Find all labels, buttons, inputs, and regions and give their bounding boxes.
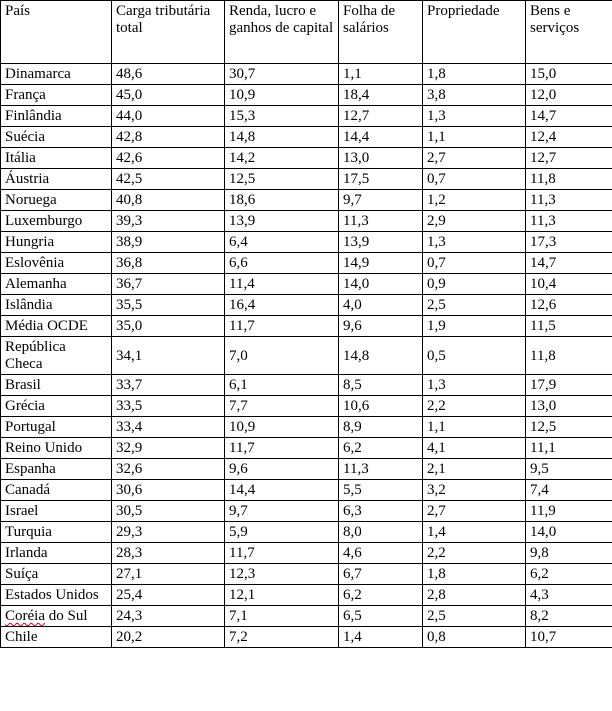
value-cell-total-burden: 38,9 xyxy=(112,232,225,253)
value-cell-goods-services: 11,3 xyxy=(526,190,612,211)
value-cell-payroll: 1,4 xyxy=(339,627,423,648)
value-cell-total-burden: 25,4 xyxy=(112,585,225,606)
value-cell-income-profit: 9,6 xyxy=(225,459,339,480)
value-cell-goods-services: 9,5 xyxy=(526,459,612,480)
value-cell-payroll: 10,6 xyxy=(339,396,423,417)
country-name: Áustria xyxy=(5,171,50,187)
value-cell-payroll: 13,9 xyxy=(339,232,423,253)
value-cell-income-profit: 14,2 xyxy=(225,148,339,169)
value-cell-goods-services: 11,1 xyxy=(526,438,612,459)
value-cell-property: 1,1 xyxy=(423,417,526,438)
country-cell xyxy=(1,543,112,564)
value-cell-goods-services: 12,6 xyxy=(526,295,612,316)
country-cell xyxy=(1,106,112,127)
value-cell-income-profit: 14,4 xyxy=(225,480,339,501)
country-name: Israel xyxy=(5,503,39,519)
value-cell-goods-services: 12,4 xyxy=(526,127,612,148)
value-cell-income-profit: 11,4 xyxy=(225,274,339,295)
country-cell xyxy=(1,375,112,396)
value-cell-property: 1,4 xyxy=(423,522,526,543)
value-cell-income-profit: 13,9 xyxy=(225,211,339,232)
value-cell-income-profit: 15,3 xyxy=(225,106,339,127)
value-cell-income-profit: 14,8 xyxy=(225,127,339,148)
value-cell-total-burden: 42,8 xyxy=(112,127,225,148)
table-row xyxy=(1,417,612,438)
table-row xyxy=(1,127,612,148)
table-row xyxy=(1,253,612,274)
value-cell-payroll: 17,5 xyxy=(339,169,423,190)
country-name: Alemanha xyxy=(5,276,67,292)
country-cell xyxy=(1,564,112,585)
header-cell-property: Propriedade xyxy=(423,1,526,64)
country-name: França xyxy=(5,87,46,103)
table-row xyxy=(1,606,612,627)
header-row xyxy=(1,1,612,64)
value-cell-payroll: 8,0 xyxy=(339,522,423,543)
value-cell-payroll: 18,4 xyxy=(339,85,423,106)
value-cell-property: 3,2 xyxy=(423,480,526,501)
value-cell-payroll: 13,0 xyxy=(339,148,423,169)
value-cell-goods-services: 6,2 xyxy=(526,564,612,585)
value-cell-property: 2,5 xyxy=(423,295,526,316)
country-cell xyxy=(1,501,112,522)
country-cell xyxy=(1,522,112,543)
table-row xyxy=(1,627,612,648)
value-cell-income-profit: 7,0 xyxy=(225,337,339,375)
value-cell-property: 1,1 xyxy=(423,127,526,148)
value-cell-property: 1,2 xyxy=(423,190,526,211)
value-cell-property: 2,2 xyxy=(423,543,526,564)
value-cell-payroll: 6,3 xyxy=(339,501,423,522)
value-cell-goods-services: 10,4 xyxy=(526,274,612,295)
table-row xyxy=(1,585,612,606)
value-cell-total-burden: 39,3 xyxy=(112,211,225,232)
value-cell-income-profit: 16,4 xyxy=(225,295,339,316)
country-name: Finlândia xyxy=(5,108,62,124)
header-cell-payroll: Folha de salários xyxy=(339,1,423,64)
value-cell-income-profit: 7,1 xyxy=(225,606,339,627)
value-cell-property: 0,5 xyxy=(423,337,526,375)
value-cell-property: 1,3 xyxy=(423,232,526,253)
table-row xyxy=(1,232,612,253)
country-name: Coréia do Sul xyxy=(5,608,88,624)
value-cell-goods-services: 9,8 xyxy=(526,543,612,564)
value-cell-goods-services: 14,7 xyxy=(526,253,612,274)
country-name: Hungria xyxy=(5,234,55,250)
value-cell-property: 2,8 xyxy=(423,585,526,606)
value-cell-goods-services: 14,7 xyxy=(526,106,612,127)
country-cell xyxy=(1,64,112,85)
country-name: Grécia xyxy=(5,398,45,414)
value-cell-payroll: 14,9 xyxy=(339,253,423,274)
header-cell-goods-services: Bens e serviços xyxy=(526,1,612,64)
table-row xyxy=(1,459,612,480)
country-cell xyxy=(1,606,112,627)
country-cell xyxy=(1,459,112,480)
country-name: Luxemburgo xyxy=(5,213,83,229)
header-cell-country: País xyxy=(1,1,112,64)
value-cell-income-profit: 5,9 xyxy=(225,522,339,543)
value-cell-total-burden: 33,4 xyxy=(112,417,225,438)
country-cell xyxy=(1,253,112,274)
table-row xyxy=(1,480,612,501)
value-cell-payroll: 14,4 xyxy=(339,127,423,148)
header-cell-total-burden: Carga tributária total xyxy=(112,1,225,64)
value-cell-property: 2,2 xyxy=(423,396,526,417)
value-cell-payroll: 14,8 xyxy=(339,337,423,375)
value-cell-goods-services: 15,0 xyxy=(526,64,612,85)
country-name: Dinamarca xyxy=(5,66,71,82)
value-cell-goods-services: 12,7 xyxy=(526,148,612,169)
value-cell-payroll: 4,0 xyxy=(339,295,423,316)
value-cell-property: 1,3 xyxy=(423,375,526,396)
value-cell-total-burden: 30,6 xyxy=(112,480,225,501)
value-cell-goods-services: 13,0 xyxy=(526,396,612,417)
value-cell-property: 1,9 xyxy=(423,316,526,337)
country-name: Reino Unido xyxy=(5,440,83,456)
value-cell-total-burden: 36,8 xyxy=(112,253,225,274)
country-cell xyxy=(1,417,112,438)
country-cell xyxy=(1,85,112,106)
country-name: Turquia xyxy=(5,524,52,540)
table-row xyxy=(1,274,612,295)
value-cell-total-burden: 32,6 xyxy=(112,459,225,480)
value-cell-total-burden: 33,5 xyxy=(112,396,225,417)
value-cell-goods-services: 12,5 xyxy=(526,417,612,438)
value-cell-payroll: 8,9 xyxy=(339,417,423,438)
country-name: Portugal xyxy=(5,419,56,435)
value-cell-payroll: 9,6 xyxy=(339,316,423,337)
value-cell-income-profit: 30,7 xyxy=(225,64,339,85)
value-cell-total-burden: 27,1 xyxy=(112,564,225,585)
header-cell-income-profit: Renda, lucro e ganhos de capital xyxy=(225,1,339,64)
table-row xyxy=(1,169,612,190)
country-cell xyxy=(1,337,112,375)
value-cell-income-profit: 12,1 xyxy=(225,585,339,606)
value-cell-property: 3,8 xyxy=(423,85,526,106)
value-cell-total-burden: 20,2 xyxy=(112,627,225,648)
value-cell-total-burden: 30,5 xyxy=(112,501,225,522)
value-cell-property: 4,1 xyxy=(423,438,526,459)
value-cell-total-burden: 29,3 xyxy=(112,522,225,543)
value-cell-income-profit: 6,6 xyxy=(225,253,339,274)
value-cell-payroll: 8,5 xyxy=(339,375,423,396)
value-cell-income-profit: 12,5 xyxy=(225,169,339,190)
value-cell-property: 2,7 xyxy=(423,148,526,169)
value-cell-payroll: 5,5 xyxy=(339,480,423,501)
value-cell-income-profit: 6,1 xyxy=(225,375,339,396)
country-cell xyxy=(1,396,112,417)
value-cell-property: 0,8 xyxy=(423,627,526,648)
value-cell-income-profit: 11,7 xyxy=(225,438,339,459)
table-row xyxy=(1,106,612,127)
value-cell-payroll: 6,2 xyxy=(339,438,423,459)
value-cell-goods-services: 8,2 xyxy=(526,606,612,627)
country-name: Itália xyxy=(5,150,36,166)
spellcheck-flagged-word: Coréia xyxy=(5,608,45,624)
value-cell-goods-services: 17,3 xyxy=(526,232,612,253)
value-cell-payroll: 6,5 xyxy=(339,606,423,627)
value-cell-payroll: 4,6 xyxy=(339,543,423,564)
value-cell-income-profit: 11,7 xyxy=(225,316,339,337)
value-cell-total-burden: 35,5 xyxy=(112,295,225,316)
value-cell-total-burden: 45,0 xyxy=(112,85,225,106)
country-name: Canadá xyxy=(5,482,50,498)
value-cell-goods-services: 11,8 xyxy=(526,337,612,375)
value-cell-goods-services: 4,3 xyxy=(526,585,612,606)
value-cell-payroll: 6,2 xyxy=(339,585,423,606)
country-cell xyxy=(1,190,112,211)
value-cell-payroll: 9,7 xyxy=(339,190,423,211)
value-cell-payroll: 12,7 xyxy=(339,106,423,127)
country-cell xyxy=(1,274,112,295)
value-cell-income-profit: 10,9 xyxy=(225,85,339,106)
table-row xyxy=(1,337,612,375)
value-cell-income-profit: 10,9 xyxy=(225,417,339,438)
table-body xyxy=(1,64,612,648)
country-cell xyxy=(1,169,112,190)
table-row xyxy=(1,295,612,316)
country-name: Islândia xyxy=(5,297,53,313)
country-cell xyxy=(1,438,112,459)
value-cell-payroll: 6,7 xyxy=(339,564,423,585)
table-row xyxy=(1,85,612,106)
table-row xyxy=(1,190,612,211)
value-cell-payroll: 11,3 xyxy=(339,211,423,232)
value-cell-total-burden: 42,5 xyxy=(112,169,225,190)
table-row xyxy=(1,316,612,337)
value-cell-total-burden: 24,3 xyxy=(112,606,225,627)
value-cell-income-profit: 7,7 xyxy=(225,396,339,417)
value-cell-property: 2,7 xyxy=(423,501,526,522)
value-cell-income-profit: 7,2 xyxy=(225,627,339,648)
value-cell-total-burden: 40,8 xyxy=(112,190,225,211)
country-cell xyxy=(1,295,112,316)
country-cell xyxy=(1,480,112,501)
value-cell-goods-services: 10,7 xyxy=(526,627,612,648)
value-cell-goods-services: 11,9 xyxy=(526,501,612,522)
value-cell-total-burden: 35,0 xyxy=(112,316,225,337)
value-cell-income-profit: 12,3 xyxy=(225,564,339,585)
table-row xyxy=(1,501,612,522)
table-row xyxy=(1,211,612,232)
value-cell-total-burden: 36,7 xyxy=(112,274,225,295)
value-cell-income-profit: 18,6 xyxy=(225,190,339,211)
country-name: Irlanda xyxy=(5,545,48,561)
value-cell-goods-services: 11,5 xyxy=(526,316,612,337)
country-cell xyxy=(1,316,112,337)
value-cell-income-profit: 9,7 xyxy=(225,501,339,522)
value-cell-property: 0,7 xyxy=(423,169,526,190)
value-cell-income-profit: 11,7 xyxy=(225,543,339,564)
value-cell-property: 0,9 xyxy=(423,274,526,295)
value-cell-total-burden: 28,3 xyxy=(112,543,225,564)
table-row xyxy=(1,148,612,169)
country-name: Espanha xyxy=(5,461,56,477)
value-cell-goods-services: 12,0 xyxy=(526,85,612,106)
value-cell-total-burden: 34,1 xyxy=(112,337,225,375)
table-row xyxy=(1,64,612,85)
country-name: Noruega xyxy=(5,192,57,208)
value-cell-goods-services: 14,0 xyxy=(526,522,612,543)
country-cell xyxy=(1,585,112,606)
value-cell-total-burden: 48,6 xyxy=(112,64,225,85)
value-cell-property: 1,3 xyxy=(423,106,526,127)
country-cell xyxy=(1,211,112,232)
country-name: Média OCDE xyxy=(5,318,88,334)
country-name: República Checa xyxy=(5,339,66,372)
value-cell-property: 2,1 xyxy=(423,459,526,480)
country-cell xyxy=(1,148,112,169)
value-cell-property: 2,5 xyxy=(423,606,526,627)
value-cell-total-burden: 33,7 xyxy=(112,375,225,396)
table-row xyxy=(1,438,612,459)
country-name: Estados Unidos xyxy=(5,587,99,603)
value-cell-total-burden: 44,0 xyxy=(112,106,225,127)
country-name: Suíça xyxy=(5,566,39,582)
table-row xyxy=(1,375,612,396)
value-cell-payroll: 11,3 xyxy=(339,459,423,480)
country-name: Chile xyxy=(5,629,38,645)
table-row xyxy=(1,396,612,417)
value-cell-total-burden: 32,9 xyxy=(112,438,225,459)
value-cell-property: 0,7 xyxy=(423,253,526,274)
table-row xyxy=(1,564,612,585)
value-cell-goods-services: 11,8 xyxy=(526,169,612,190)
value-cell-total-burden: 42,6 xyxy=(112,148,225,169)
country-name: Eslovênia xyxy=(5,255,65,271)
value-cell-property: 1,8 xyxy=(423,564,526,585)
value-cell-income-profit: 6,4 xyxy=(225,232,339,253)
table-row xyxy=(1,522,612,543)
table-row xyxy=(1,543,612,564)
value-cell-property: 2,9 xyxy=(423,211,526,232)
value-cell-property: 1,8 xyxy=(423,64,526,85)
country-name: Brasil xyxy=(5,377,41,393)
country-cell xyxy=(1,127,112,148)
value-cell-goods-services: 17,9 xyxy=(526,375,612,396)
country-name: Suécia xyxy=(5,129,45,145)
value-cell-goods-services: 11,3 xyxy=(526,211,612,232)
value-cell-payroll: 1,1 xyxy=(339,64,423,85)
value-cell-goods-services: 7,4 xyxy=(526,480,612,501)
value-cell-payroll: 14,0 xyxy=(339,274,423,295)
country-cell xyxy=(1,627,112,648)
country-cell xyxy=(1,232,112,253)
